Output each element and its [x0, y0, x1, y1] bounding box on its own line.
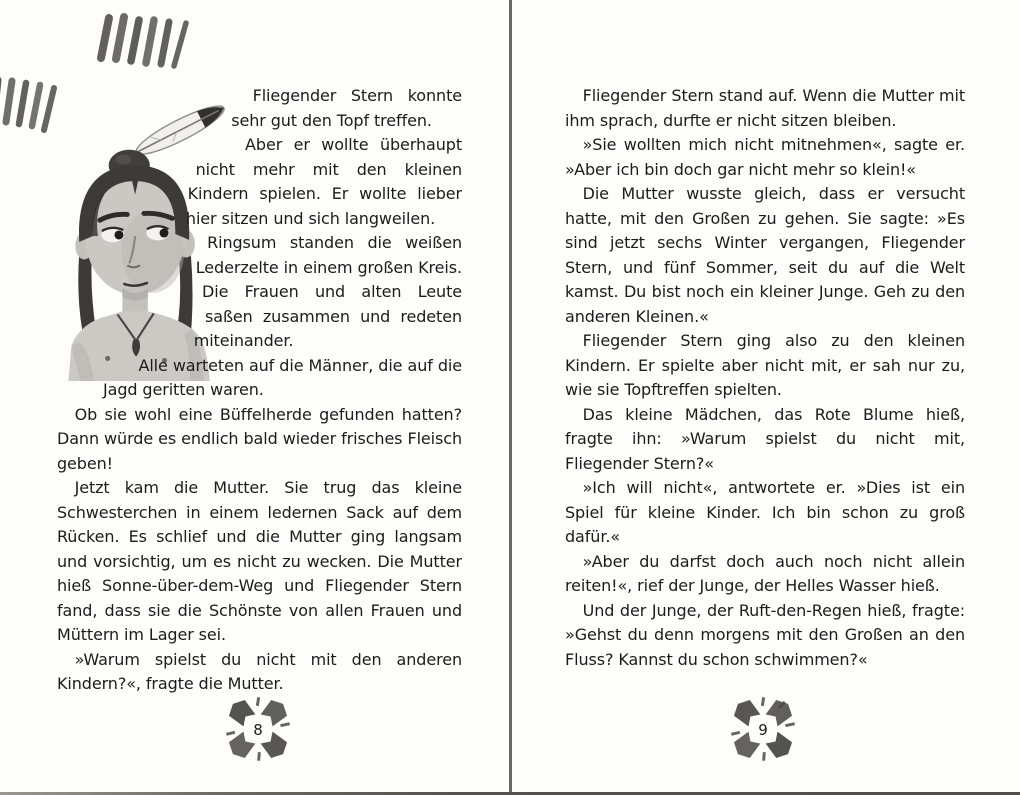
paragraph: Alle warteten auf die Männer, die auf die Jagd geritten waren.	[103, 355, 462, 399]
paragraph: Und der Junge, der Ruft-den-Regen hieß, fragte: »Gehst du denn morgens mit den Großen an den Fluss? Kannst du schon schwimmen?«	[565, 600, 965, 669]
paragraph: »Sie wollten mich nicht mitnehmen«, sagte er. »Aber ich bin doch gar nicht mehr so klein!«	[565, 135, 965, 179]
paragraph: Fliegender Stern stand auf. Wenn die Mutter mit ihm sprach, durfte er nicht sitzen bleiben.	[565, 86, 965, 130]
left-page-text	[57, 84, 462, 697]
paragraph: Aber er wollte überhaupt nicht mehr mit den kleinen Kindern spielen. Er wollte lieber hier sitzen und sich langweilen.	[185, 135, 462, 228]
paragraph: Jetzt kam die Mutter. Sie trug das kleine Schwesterchen in einem ledernen Sack auf dem Rücken. Es schlief und die Mutter ging langsam und vorsichtig, um es nicht zu wecken. Die Mutter hieß Sonne-über-dem-Weg und Fliegender Stern fand, dass sie die Schönste von allen Frauen und Müttern im Lager sei.	[57, 478, 462, 644]
page-left	[0, 0, 509, 795]
feather-icon	[132, 99, 229, 162]
paragraph: Das kleine Mädchen, das Rote Blume hieß, fragte ihn: »Warum spielst du nicht mit, Fliegender Stern?«	[565, 404, 965, 473]
paragraph: Ob sie wohl eine Büffelherde gefunden hatten? Dann würde es endlich bald wieder frisches Fleisch geben!	[57, 404, 462, 473]
paragraph: Die Mutter wusste gleich, dass er versucht hatte, mit den Großen zu gehen. Sie sagte: »Es sind jetzt sechs Winter vergangen, Fliegender Stern, und fünf Sommer, seit du auf die Welt kamst. Du bist noch ein kleiner Junge. Geh zu den anderen Kleinen.«	[565, 184, 965, 326]
page-right	[512, 0, 1020, 795]
page-number-right: 9	[758, 721, 768, 739]
paragraph: »Warum spielst du nicht mit den anderen Kindern?«, fragte die Mutter.	[57, 649, 462, 693]
tally-marks-top-icon	[92, 6, 196, 72]
paragraph: »Ich will nicht«, antwortete er. »Dies ist ein Spiel für kleine Kinder. Ich bin schon zu groß dafür.«	[565, 478, 965, 546]
page-number-ornament-left	[225, 696, 291, 762]
paragraph: Ringsum standen die weißen Lederzelte in einem großen Kreis. Die Frauen und alten Leute saßen zusammen und redeten miteinander.	[193, 233, 462, 350]
paragraph: Fliegender Stern ging also zu den kleinen Kindern. Er spielte aber nicht mit, er sah nur zu, wie sie Topftreffen spielten.	[565, 331, 965, 399]
paragraph: Fliegender Stern konnte sehr gut den Topf treffen.	[231, 86, 462, 130]
page-number-left: 8	[253, 721, 263, 739]
paragraph: »Aber du darfst doch auch noch nicht allein reiten!«, rief der Junge, der Helles Wasser hieß.	[565, 551, 965, 595]
right-page-text	[565, 84, 965, 672]
page-number-ornament-right	[730, 696, 796, 762]
